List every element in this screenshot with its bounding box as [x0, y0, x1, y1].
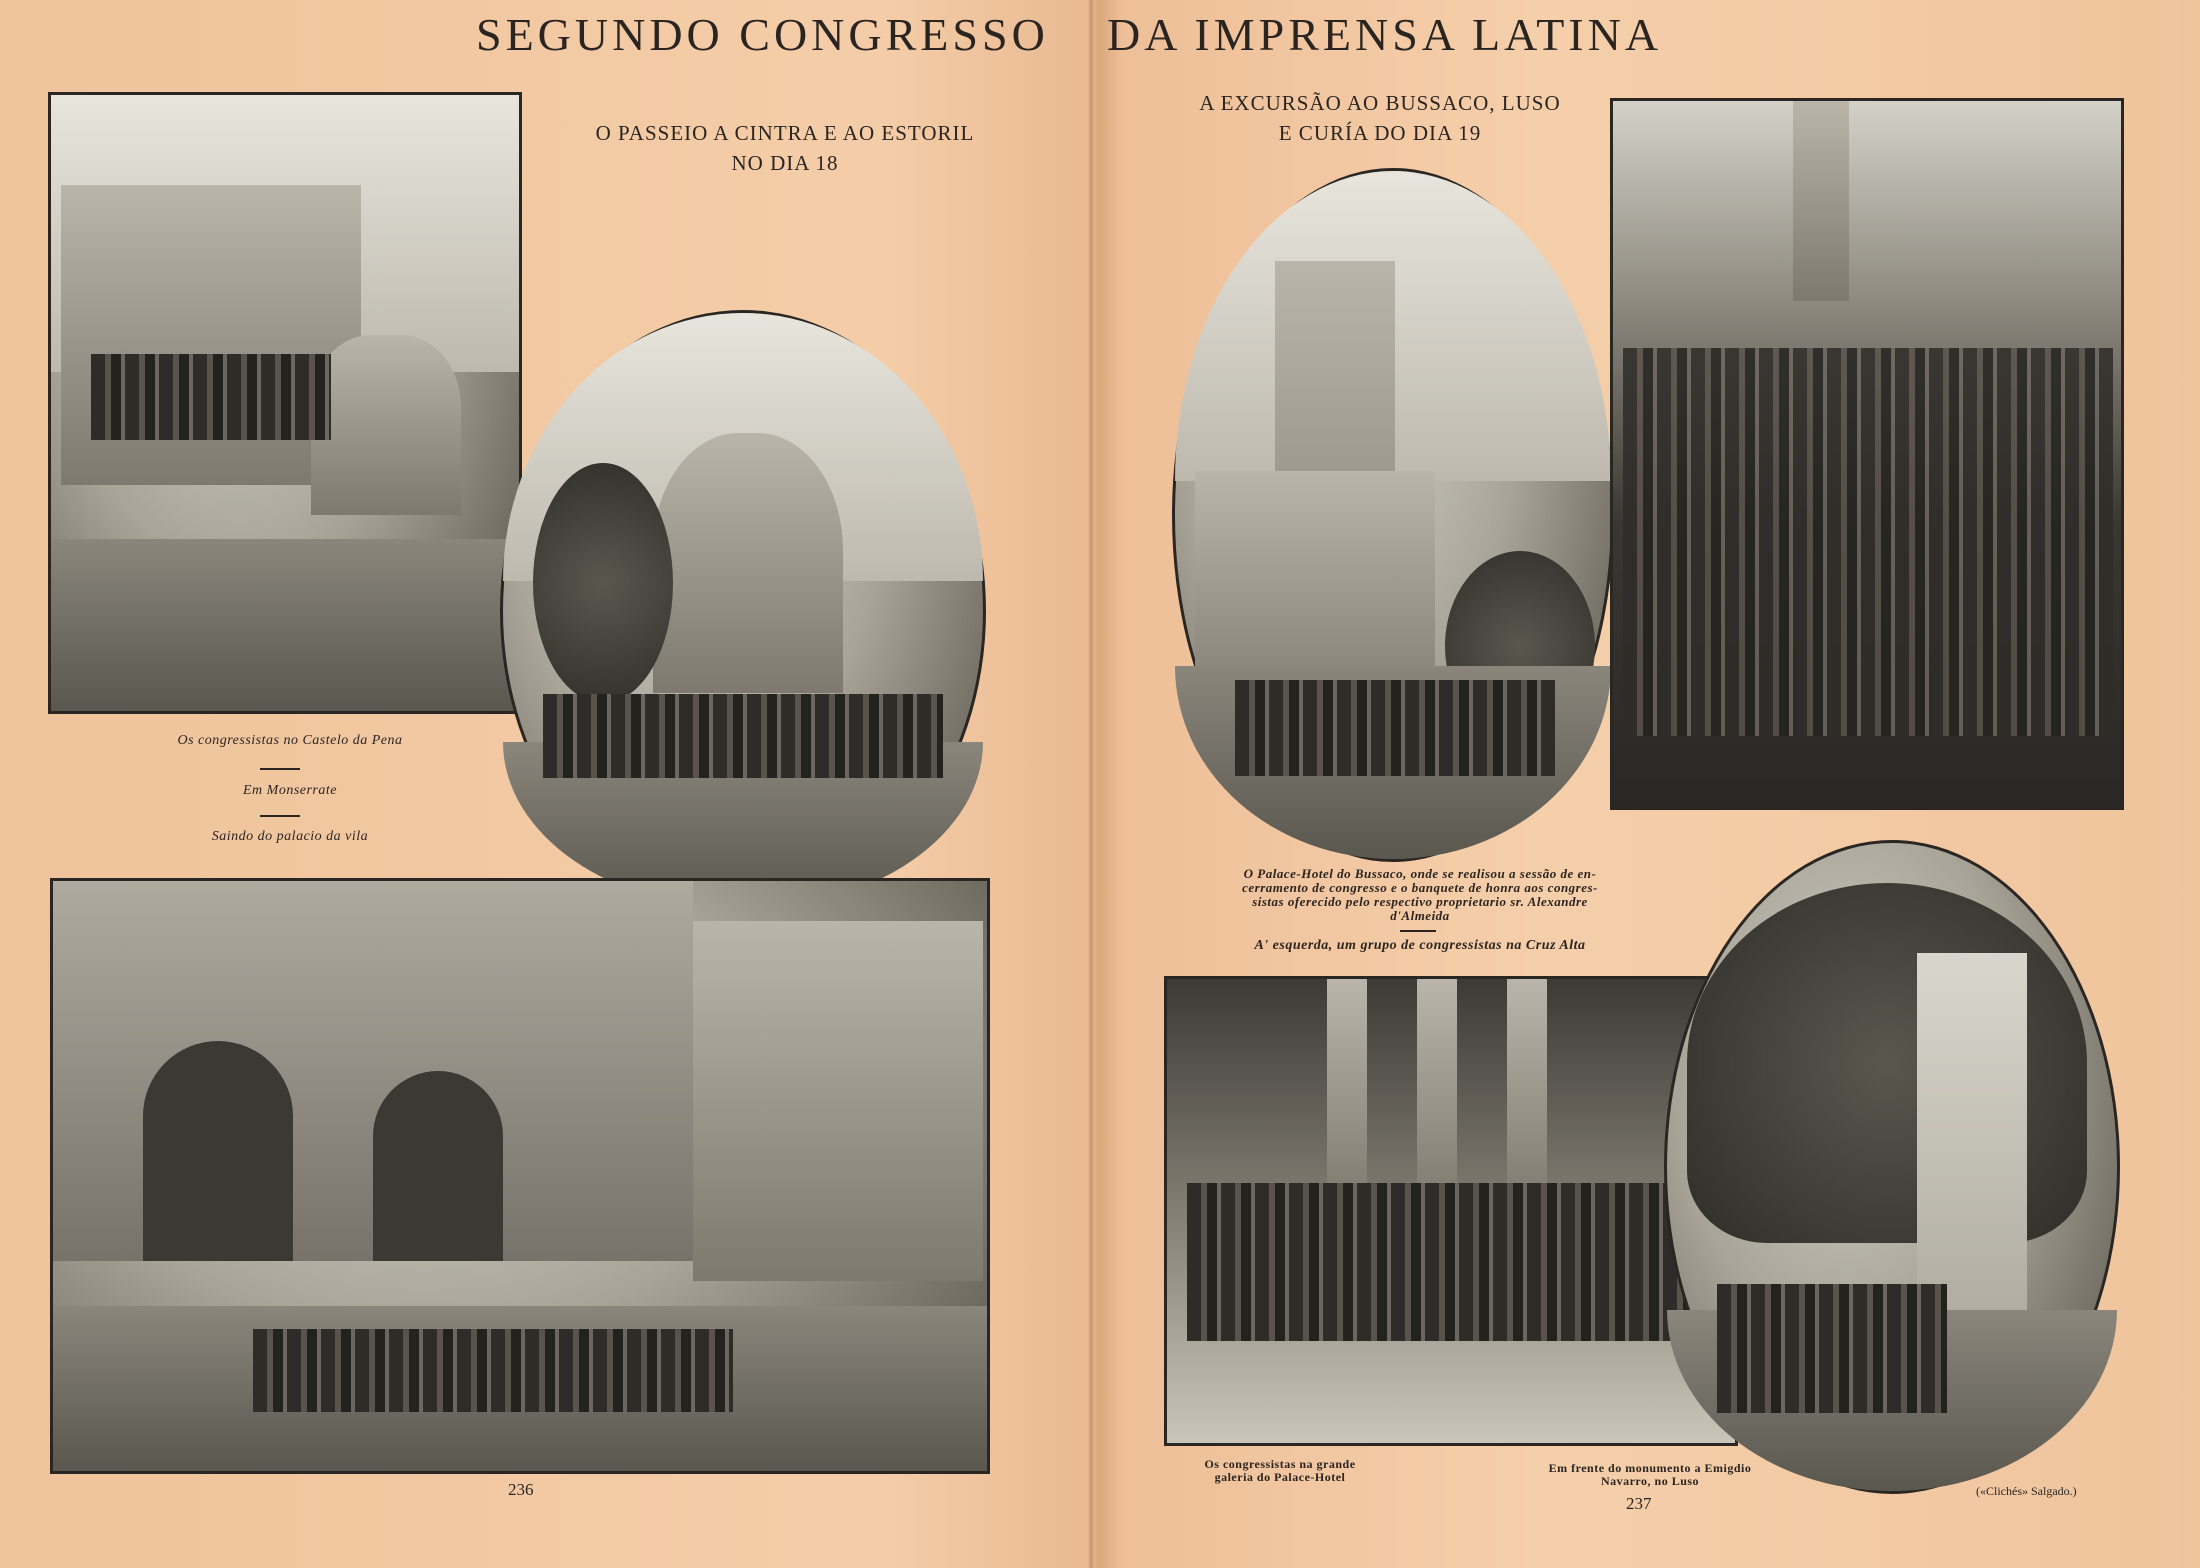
left-subhead-line2: NO DIA 18 — [731, 151, 839, 175]
caption-cruz-alta: A' esquerda, um grupo de congressistas na Cruz Alta — [1254, 938, 1586, 953]
photo-arch-right — [373, 1071, 503, 1261]
headline-left: SEGUNDO CONGRESSO — [476, 9, 1049, 60]
caption-divider — [260, 768, 300, 770]
photo-credit: («Clichés» Salgado.) — [1976, 1484, 2077, 1498]
photo-monumento-emigdio-navarro — [1664, 840, 2120, 1494]
photo-palace-hotel-bussaco — [1172, 168, 1614, 862]
photo-column — [1417, 979, 1457, 1209]
photo-crowd — [1235, 680, 1555, 776]
photo-column — [1507, 979, 1547, 1209]
photo-group — [543, 694, 943, 777]
caption-divider — [260, 815, 300, 817]
left-subhead-line1: O PASSEIO A CINTRA E AO ESTORIL — [595, 121, 975, 145]
caption-palace-hotel — [1170, 867, 1670, 923]
photo-group — [253, 1329, 733, 1412]
caption-palace-hotel-line4: d'Almeida — [1390, 908, 1450, 923]
photo-tower — [311, 335, 461, 515]
page-number-left: 236 — [508, 1480, 534, 1499]
photo-group — [1623, 348, 2113, 736]
photo-tree — [533, 463, 673, 703]
caption-galeria-line2: galeria do Palace-Hotel — [1214, 1470, 1346, 1484]
caption-galeria-line1: Os congressistas na grande — [1204, 1457, 1356, 1471]
photo-trees — [1687, 883, 2087, 1243]
caption-palace-hotel-line1: O Palace-Hotel do Bussaco, onde se realisou a sessão de en- — [1243, 866, 1597, 881]
photo-castelo-da-pena — [48, 92, 522, 714]
photo-path — [51, 539, 519, 711]
photo-group — [1187, 1183, 1707, 1341]
caption-monserrate: Em Monserrate — [243, 783, 337, 798]
caption-divider — [1400, 930, 1436, 932]
photo-group — [91, 354, 331, 440]
photo-monserrate-palace — [653, 433, 843, 693]
page-gutter — [1088, 0, 1094, 1568]
caption-palacio-da-vila: Saindo do palacio da vila — [211, 829, 369, 844]
caption-monumento-line1: Em frente do monumento a Emigdio — [1548, 1461, 1752, 1475]
caption-castelo-da-pena: Os congressistas no Castelo da Pena — [177, 733, 403, 748]
caption-palace-hotel-line2: cerramento de congresso e o banquete de honra aos congres- — [1242, 880, 1598, 895]
photo-palace-wing — [693, 921, 983, 1281]
photo-arch-left — [143, 1041, 293, 1261]
photo-palacio-da-vila — [50, 878, 990, 1474]
caption-palace-hotel-line3: sistas oferecido pelo respectivo proprietario sr. Alexandre — [1252, 894, 1588, 909]
photo-cross-column — [1793, 101, 1849, 301]
headline-right: DA IMPRENSA LATINA — [1107, 9, 1663, 60]
caption-monumento-line2: Navarro, no Luso — [1600, 1474, 1700, 1488]
caption-galeria — [1170, 1458, 1390, 1484]
page-number-right: 237 — [1626, 1494, 1652, 1513]
caption-monumento — [1510, 1462, 1790, 1488]
right-subhead-line1: A EXCURSÃO AO BUSSACO, LUSO — [1199, 91, 1561, 115]
photo-monserrate — [500, 310, 986, 912]
photo-column — [1327, 979, 1367, 1209]
left-subhead — [560, 118, 1010, 178]
right-subhead-line2: E CURÍA DO DIA 19 — [1278, 121, 1482, 145]
photo-cruz-alta-group — [1610, 98, 2124, 810]
right-subhead — [1180, 88, 1580, 148]
photo-group — [1717, 1284, 1947, 1414]
photo-galeria-palace-hotel — [1164, 976, 1738, 1446]
